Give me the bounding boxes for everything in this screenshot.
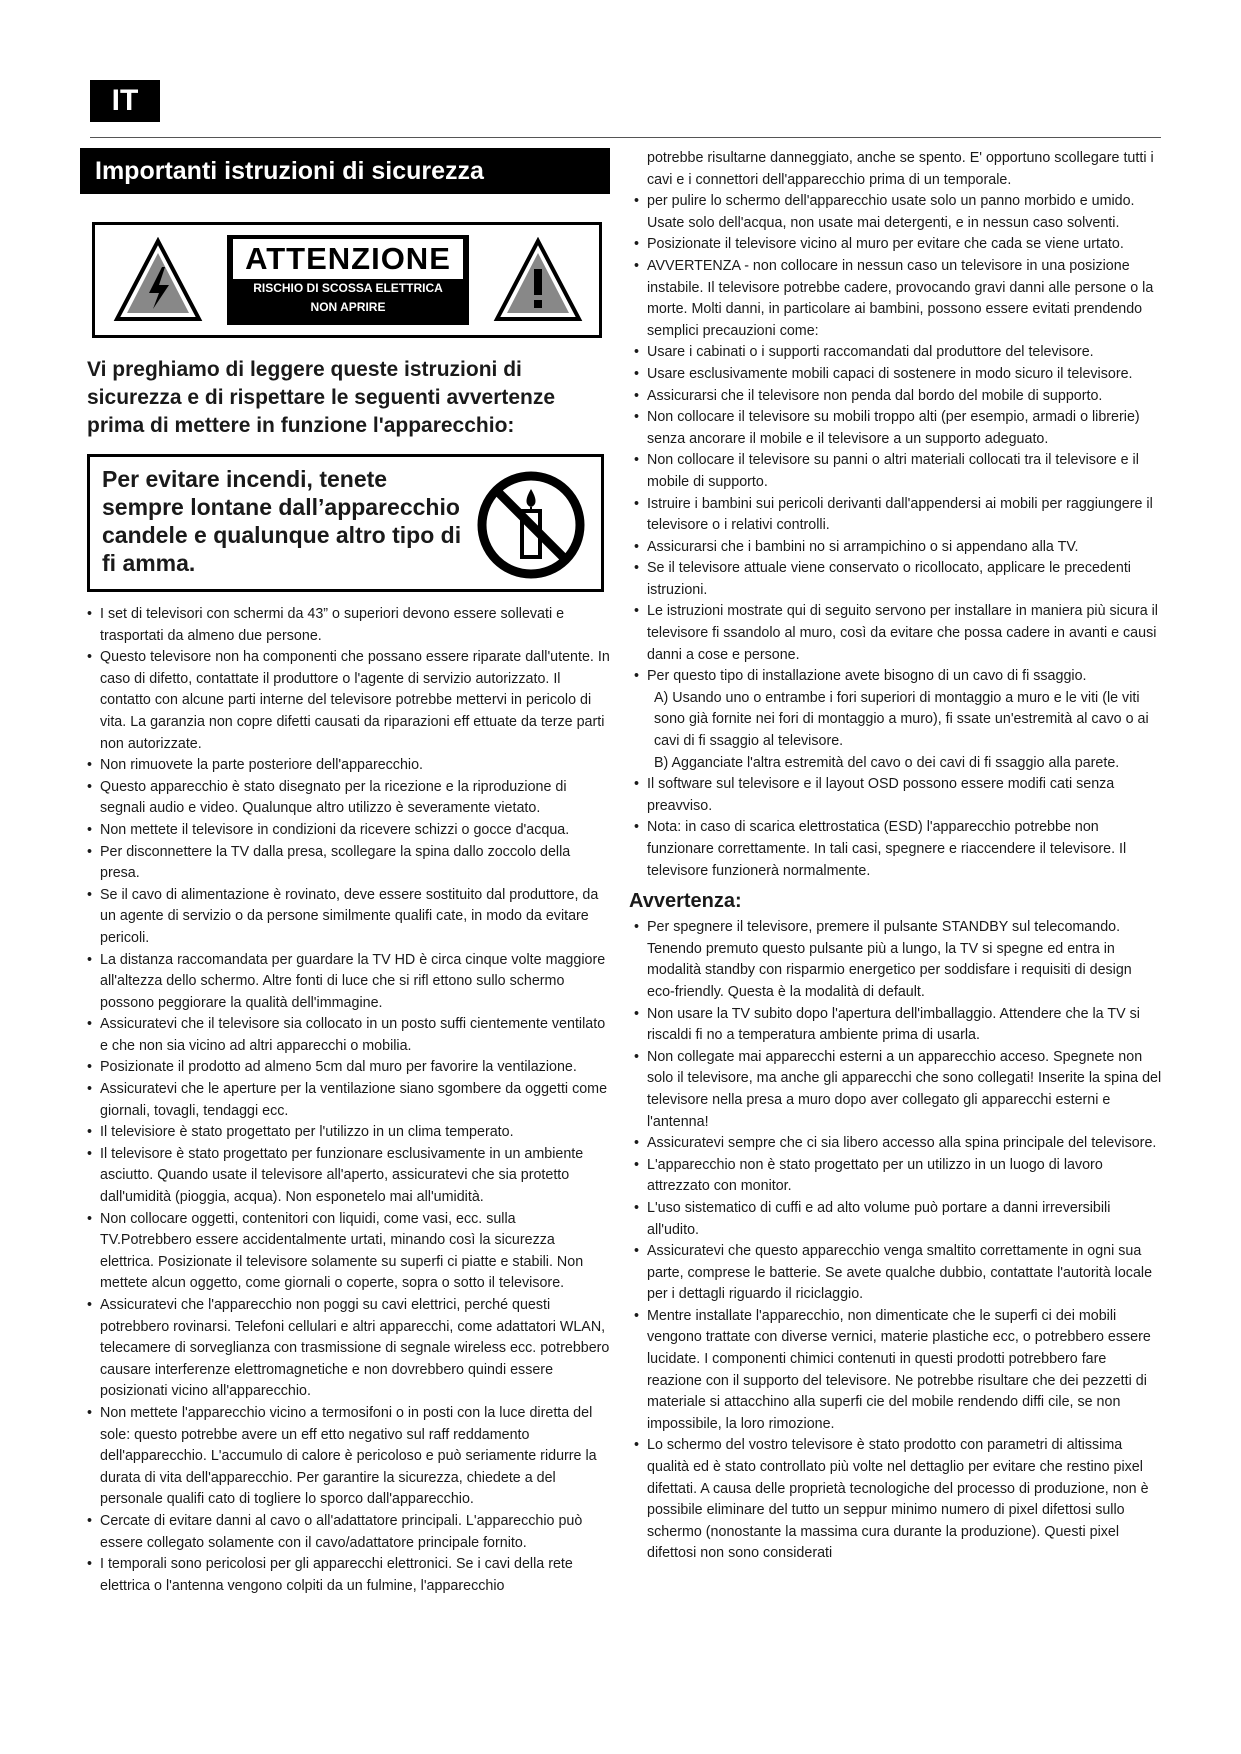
section-title: Importanti istruzioni di sicurezza xyxy=(80,148,610,194)
list-item: • Questo televisore non ha componenti che possano essere riparate dall'utente. In caso di difetto, contattate il produttore o l'agente di servizio autorizzato. Il contatto con alcune parti interne del televisore potrebbe mettervi in pericolo di vita. La garanzia non copre difetti causati da riparazioni eff ettuate da terze parti non autorizzate. xyxy=(80,647,610,755)
list-item: • Le istruzioni mostrate qui di seguito servono per installare in maniera più sicura il televisore fi ssandolo al muro, così da evitare che possa cadere in avanti e causi danni a cose e persone. xyxy=(627,601,1162,666)
list-item: • Se il televisore attuale viene conservato o ricollocato, applicare le precedenti istruzioni. xyxy=(627,558,1162,601)
list-item: • L'uso sistematico di cuffi e ad alto volume può portare a danni irreversibili all'udito. xyxy=(627,1198,1162,1241)
list-item: • Non collocare il televisore su mobili troppo alti (per esempio, armadi o librerie) senza ancorare il mobile e il televisore a un supporto adeguato. xyxy=(627,407,1162,450)
list-item: • Non mettete l'apparecchio vicino a termosifoni o in posti con la luce diretta del sole: questo potrebbe avere un eff etto negativo sul raff reddamento dell'apparecchio. L'accumulo di calore è pericoloso e può seriamente ridurre la durata di vita dell'apparecchio. Per garantire la sicurezza, chiedete a del personale qualifi cato di togliere lo sporco dall'apparecchio. xyxy=(80,1403,610,1511)
lightning-warning-icon xyxy=(113,237,203,323)
list-item: • Assicuratevi sempre che ci sia libero accesso alla spina principale del televisore. xyxy=(627,1133,1162,1155)
list-item: • Istruire i bambini sui pericoli derivanti dall'appendersi ai mobili per raggiungere il televisore o i relativi controlli. xyxy=(627,494,1162,537)
fire-warning-box xyxy=(87,454,604,592)
right-column xyxy=(627,148,1162,1565)
list-item: • Posizionate il televisore vicino al muro per evitare che cada se viene urtato. xyxy=(627,234,1162,256)
continued-paragraph: potrebbe risultarne danneggiato, anche se spento. E' opportuno scollegare tutti i cavi e i connettori dell'apparecchio prima di un temporale. xyxy=(647,150,1154,188)
avvertenza-bullet-list xyxy=(627,917,1162,1565)
list-item: • L'apparecchio non è stato progettato per un utilizzo in un luogo di lavoro attrezzato con monitor. xyxy=(627,1155,1162,1198)
read-instructions-notice: Vi preghiamo di leggere queste istruzioni di sicurezza e di rispettare le seguenti avvertenze prima di mettere in funzione l'apparecchio: xyxy=(87,358,556,437)
wall-mount-step-a: A) Usando uno o entrambe i fori superiori di montaggio a muro e le viti (le viti sono già fornite nei fori di montaggio a muro), fi ssate un'estremità al cavo o ai cavi di fi ssaggio al televisore. xyxy=(654,689,1149,750)
no-candle-icon xyxy=(475,469,587,581)
header-divider xyxy=(90,137,1161,138)
notes-bullet-list xyxy=(627,774,1162,882)
wall-mount-step-b: B) Agganciate l'altra estremità del cavo o dei cavi di fi ssaggio alla parete. xyxy=(654,754,1120,771)
list-item: • Assicuratevi che l'apparecchio non poggi su cavi elettrici, perché questi potrebbero rovinarsi. Telefoni cellulari e altri apparecchi, come adattatori WLAN, telecamere di sorveglianza con trasmissione di segnale wireless ecc. potrebbero causare interferenze elettromagnetiche e non dovrebbero quindi essere posizionati vicino all'apparecchio. xyxy=(80,1295,610,1403)
list-item: • Il televisiore è stato progettato per l'utilizzo in un clima temperato. xyxy=(80,1122,610,1144)
list-item: • Usare esclusivamente mobili capaci di sostenere in modo sicuro il televisore. xyxy=(627,364,1162,386)
list-item: • Assicuratevi che il televisore sia collocato in un posto suffi cientemente ventilato e che non sia vicino ad altri apparecchi o mobilia. xyxy=(80,1014,610,1057)
list-item: • Assicuratevi che le aperture per la ventilazione siano sgombere da oggetti come giornali, tovagli, tendaggi ecc. xyxy=(80,1079,610,1122)
list-item: • Non usare la TV subito dopo l'apertura dell'imballaggio. Attendere che la TV si riscaldi fi no a temperatura ambiente prima di usarla. xyxy=(627,1004,1162,1047)
list-item: • Per spegnere il televisore, premere il pulsante STANDBY sul telecomando. Tenendo premuto questo pulsante più a lungo, la TV si spegne ed entra in modalità standby con risparmio energetico per soddisfare i requisiti di design eco-friendly. Questa è la modalità di default. xyxy=(627,917,1162,1003)
list-item: • AVVERTENZA - non collocare in nessun caso un televisore in una posizione instabile. Il televisore potrebbe cadere, provocando gravi danni alle persone o la morte. Molti danni, in particolare ai bambini, possono essere evitati prendendo semplici precauzioni come: xyxy=(627,256,1162,342)
left-column xyxy=(80,148,610,1597)
language-badge: IT xyxy=(90,80,160,122)
exclamation-warning-icon xyxy=(493,237,583,323)
list-item: • I temporali sono pericolosi per gli apparecchi elettronici. Se i cavi della rete elettrica o l'antenna vengono colpiti da un fulmine, l'apparecchio xyxy=(80,1554,610,1597)
list-item: • Posizionate il prodotto ad almeno 5cm dal muro per favorire la ventilazione. xyxy=(80,1057,610,1079)
list-item: • Non mettete il televisore in condizioni da ricevere schizzi o gocce d'acqua. xyxy=(80,820,610,842)
list-item: • Se il cavo di alimentazione è rovinato, deve essere sostituito dal produttore, da un agente di servizio o da persone similmente qualifi cate, in modo da evitare pericoli. xyxy=(80,885,610,950)
fire-warning-text: Per evitare incendi, tenete sempre lontane dall’apparecchio candele e qualunque altro tipo di fi amma. xyxy=(102,466,462,576)
warning-subtitle-1: RISCHIO DI SCOSSA ELETTRICA xyxy=(253,281,443,295)
list-item: • Lo schermo del vostro televisore è stato prodotto con parametri di altissima qualità ed è stato controllato più volte nel dettaglio per evitare che restino pixel difettati. A causa delle proprietà tecnologiche del processo di produzione, non è possibile eliminare del tutto un seppur minimo numero di pixel difettosi sullo schermo (nonostante la massima cura durante la produzione). Questi pixel difettosi non sono considerati xyxy=(627,1435,1162,1565)
list-item: • Questo apparecchio è stato disegnato per la ricezione e la riproduzione di segnali audio e video. Qualunque altro utilizzo è severamente vietato. xyxy=(80,777,610,820)
list-item: • Cercate di evitare danni al cavo o all'adattatore principali. L'apparecchio può essere collegato solamente con il cavo/adattatore principale fornito. xyxy=(80,1511,610,1554)
list-item: • Non collocare oggetti, contenitori con liquidi, come vasi, ecc. sulla TV.Potrebbero essere accidentalmente urtati, minando così la sicurezza elettrica. Posizionate il televisore solamente su superfi ci piatte e stabili. Non mettete alcun oggetto, come giornali o coperte, sopra o sotto il televisore. xyxy=(80,1209,610,1295)
list-item: • Il software sul televisore e il layout OSD possono essere modifi cati senza preavviso. xyxy=(627,774,1162,817)
list-item: • Mentre installate l'apparecchio, non dimenticate che le superfi ci dei mobili vengono trattate con diverse vernici, materie plastiche ecc, o potrebbero essere lucidate. I componenti chimici contenuti in questi prodotti potrebbero fare reazione con il supporto del televisore. Ne potrebbe risultare che dei pezzetti di materiale si attacchino alla superfi cie del mobile rendendo diffi cile, se non impossibile, la loro rimozione. xyxy=(627,1306,1162,1436)
warning-label xyxy=(227,235,469,325)
list-item: • Non rimuovete la parte posteriore dell'apparecchio. xyxy=(80,755,610,777)
safety-bullet-list-continued xyxy=(627,191,1162,688)
list-item: • Assicuratevi che questo apparecchio venga smaltito correttamente in ogni sua parte, comprese le batterie. Se avete qualche dubbio, contattate l'autorità locale per i dettagli riguardo il riciclaggio. xyxy=(627,1241,1162,1306)
list-item: • Non collegate mai apparecchi esterni a un apparecchio acceso. Spegnete non solo il televisore, ma anche gli apparecchi che sono collegati! Inserite la spina del televisore nella presa a muro dopo aver collegato gli apparecchi esterni e l'antenna! xyxy=(627,1047,1162,1133)
list-item: • Per questo tipo di installazione avete bisogno di un cavo di fi ssaggio. xyxy=(627,666,1162,688)
list-item: • Usare i cabinati o i supporti raccomandati dal produttore del televisore. xyxy=(627,342,1162,364)
warning-title: ATTENZIONE xyxy=(233,239,463,279)
list-item: • Per disconnettere la TV dalla presa, scollegare la spina dallo zoccolo della presa. xyxy=(80,842,610,885)
list-item: • Il televisore è stato progettato per funzionare esclusivamente in un ambiente asciutto. Quando usate il televisore all'aperto, assicuratevi che sia protetto dall'umidità (pioggia, acqua). Non esponetelo mai all'umidità. xyxy=(80,1144,610,1209)
list-item: • I set di televisori con schermi da 43” o superiori devono essere sollevati e trasportati da almeno due persone. xyxy=(80,604,610,647)
list-item: • Assicurarsi che i bambini no si arrampichino o si appendano alla TV. xyxy=(627,537,1162,559)
list-item: • per pulire lo schermo dell'apparecchio usate solo un panno morbido e umido. Usate solo dell'acqua, non usate mai detergenti, e in nessun caso solventi. xyxy=(627,191,1162,234)
list-item: • La distanza raccomandata per guardare la TV HD è circa cinque volte maggiore all'altezza dello schermo. Altre fonti di luce che si rifl ettono sullo schermo possono peggiorare la qualità dell'immagine. xyxy=(80,950,610,1015)
list-item: • Non collocare il televisore su panni o altri materiali collocati tra il televisore e il mobile di supporto. xyxy=(627,450,1162,493)
warning-subtitle-2: NON APRIRE xyxy=(310,300,386,314)
list-item: • Nota: in caso di scarica elettrostatica (ESD) l'apparecchio potrebbe non funzionare correttamente. In tali casi, spegnere e riaccendere il televisore. Il televisore funzionerà normalmente. xyxy=(627,817,1162,882)
avvertenza-heading: Avvertenza: xyxy=(629,890,742,913)
list-item: • Assicurarsi che il televisore non penda dal bordo del mobile di supporto. xyxy=(627,386,1162,408)
electric-shock-warning-box xyxy=(92,222,602,338)
safety-bullet-list xyxy=(80,604,610,1597)
